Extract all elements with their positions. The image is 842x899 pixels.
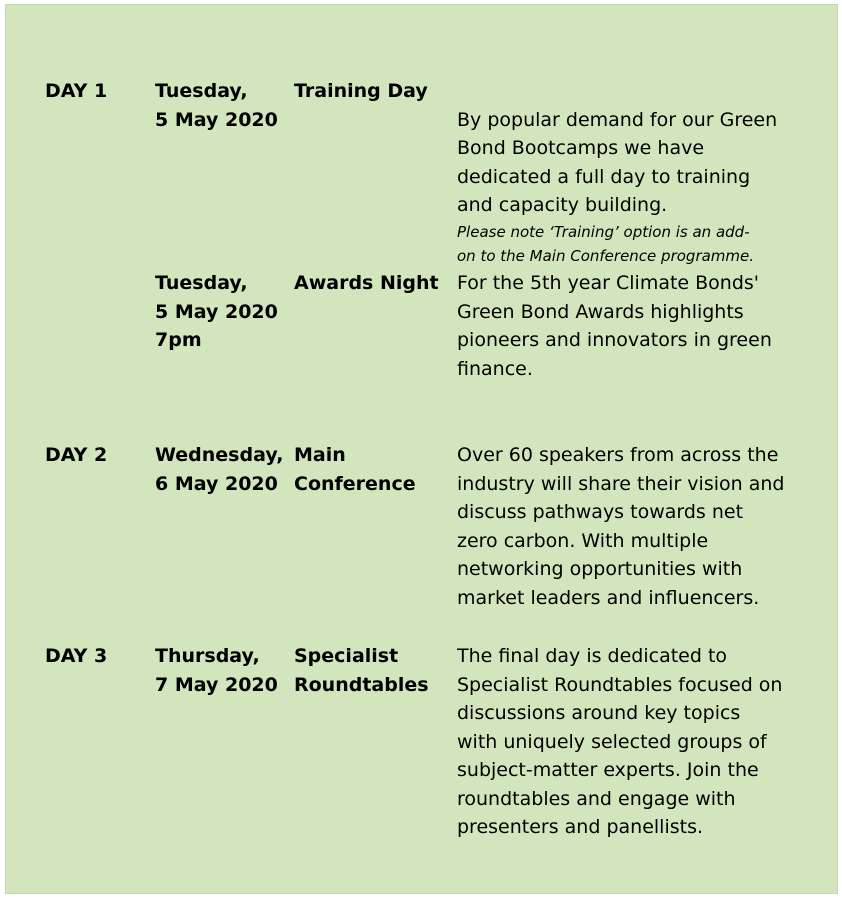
event-title: Awards Night <box>294 272 439 294</box>
event-note: Please note ‘Training’ option is an add- on to the Main Conference programme. <box>457 222 755 265</box>
event-description-block <box>457 77 802 296</box>
event-date: Tuesday, 5 May 2020 7pm <box>155 272 278 351</box>
event-description: For the 5th year Climate Bonds' Green Bond Awards highlights pioneers and innovators in green finance. <box>457 272 772 380</box>
day-label: DAY 3 <box>45 645 108 667</box>
event-title: Training Day <box>294 80 428 102</box>
event-description: Over 60 speakers from across the industry will share their vision and discuss pathways towards net zero carbon. With multiple networking opportunities with market leaders and influencers. <box>457 444 785 609</box>
event-description: The final day is dedicated to Specialist Roundtables focused on discussions around key topics with uniquely selected groups of subject-matter experts. Join the roundtables and engage with presenters and panellists. <box>457 645 783 838</box>
event-date: Thursday, 7 May 2020 <box>155 645 278 696</box>
day-label: DAY 1 <box>45 80 108 102</box>
day-label: DAY 2 <box>45 444 108 466</box>
event-description: By popular demand for our Green Bond Bootcamps we have dedicated a full day to training and capacity building. <box>457 108 778 216</box>
event-title: Specialist Roundtables <box>294 645 429 696</box>
event-date: Wednesday, 6 May 2020 <box>155 444 284 495</box>
event-title: Main Conference <box>294 444 416 495</box>
event-date: Tuesday, 5 May 2020 <box>155 80 278 131</box>
programme-panel <box>5 4 838 894</box>
